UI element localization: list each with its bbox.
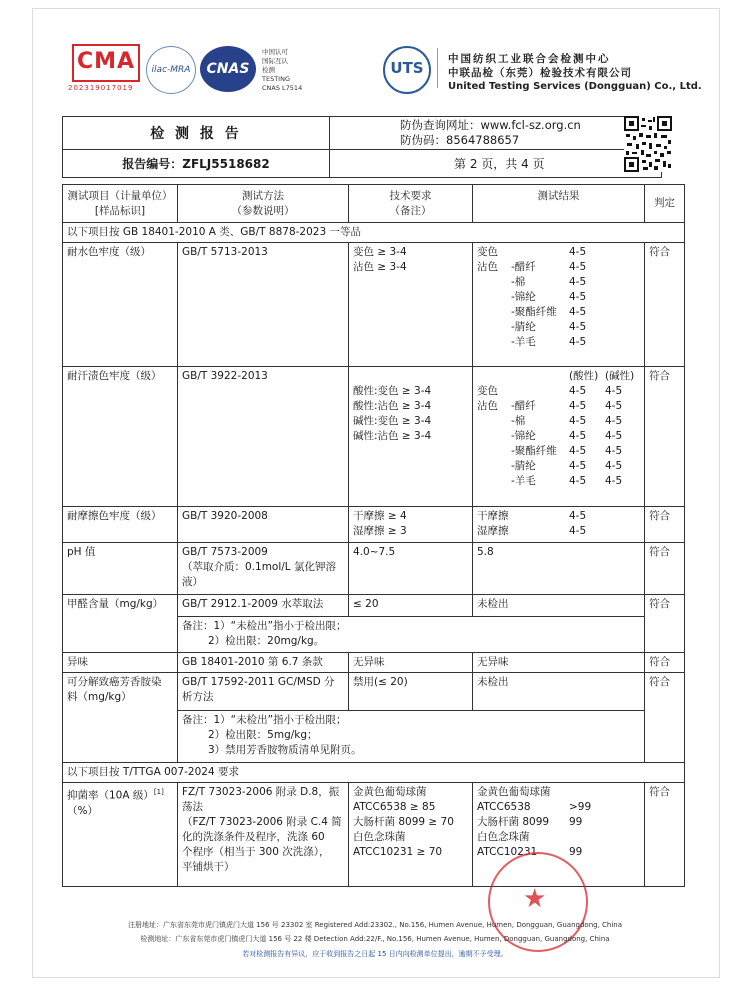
test-results-table (62, 184, 685, 887)
table-row: pH 值 GB/T 7573-2009 （萃取介质：0.1mol/L 氯化钾溶 液） 4.0~7.5 5.8 符合 (63, 543, 685, 595)
note-row: 备注：1）“未检出”指小于检出限； 2）检出限：5mg/kg； 3）禁用芳香胺物质清单见附页。 (63, 711, 685, 763)
footer-disclaimer: 若对检测报告有异议，应于收到报告之日起 15 日内向检测单位提出，逾期不予受理。 (242, 950, 508, 958)
ilac-mra-logo: ilac-MRA (146, 46, 196, 94)
header-result: 测试结果 (473, 185, 645, 223)
judgement: 符合 (645, 507, 685, 543)
seal-star-icon: ★ (523, 884, 547, 914)
judgement: 符合 (645, 543, 685, 595)
table-row: 可分解致癌芳香胺染 料（mg/kg） GB/T 17592-2011 GC/MSD 分 析方法 禁用(≤ 20) 未检出 符合 (63, 673, 685, 711)
judgement: 符合 (645, 595, 685, 653)
header-judgement: 判定 (645, 185, 685, 223)
judgement: 符合 (645, 367, 685, 507)
qr-code (624, 116, 672, 172)
uts-logo: UTS (383, 46, 431, 94)
verify-url: 防伪查询网址：www.fcl-sz.org.cn (400, 118, 581, 133)
rubbing-results: 干摩擦 4-5 湿摩擦 4-5 (477, 510, 587, 537)
judgement: 符合 (645, 673, 685, 763)
accreditation-logos (68, 44, 312, 94)
cma-number: 202319017019 (68, 84, 134, 92)
antibacterial-results: 金黄色葡萄球菌 ATCC6538 >99 大肠杆菌 8099 99 白色念珠菌 ATCC10231 99 (477, 786, 592, 858)
divider (437, 48, 438, 88)
report-header-table (62, 116, 662, 178)
note-row: 备注：1）“未检出”指小于检出限； 2）检出限：20mg/kg。 (63, 617, 685, 653)
verify-info (330, 117, 662, 150)
report-number: 报告编号：ZFLJ5518682 (63, 150, 330, 178)
header-method: 测试方法 （参数说明） (178, 185, 349, 223)
table-row: 抑菌率（10A 级）[1] （%） FZ/T 73023-2006 附录 D.8，振 荡法 （FZ/T 73023-2006 附录 C.4 简 化的洗涤条件及程序，洗涤 60 个程序（相当于 300 次洗涤）， 平铺烘干） 金黄色葡萄球菌 ATCC6538 ≥ 85 大肠杆菌 8099 ≥ 70 白色念珠菌 ATCC10231 ≥ 70 金黄色葡萄球菌 ATCC6538 >99 大肠杆菌 8099 99 白色念珠菌 ATCC10231 99 符合 (63, 783, 685, 887)
organization-name: 中国纺织工业联合会检测中心 中联品检（东莞）检验技术有限公司 United Testing Services (Dongguan) Co., Ltd. (448, 53, 702, 92)
perspiration-results: (酸性) (碱性) 变色 4-5 4-5 沾色 -醋纤 4-5 4-5 -棉 4-5 4-5 -锦纶 4-5 4-5 -聚酯纤维 4-5 4-5 -腈纶 4-5 4-5 -羊毛 4-5 4-5 (477, 370, 635, 487)
judgement: 符合 (645, 243, 685, 367)
verify-code: 防伪码：8564788657 (400, 133, 520, 148)
water-results: 变色 4-5 沾色 -醋纤 4-5 -棉 4-5 -锦纶 4-5 -聚酯纤维 4-5 -腈纶 4-5 -羊毛 4-5 (477, 246, 587, 348)
cnas-logo: CNAS (200, 46, 256, 92)
cma-logo: CMA (72, 44, 140, 82)
section-row: 以下项目按 T/TTGA 007-2024 要求 (63, 763, 685, 783)
header-requirement: 技术要求 （备注） (349, 185, 473, 223)
report-title: 检 测 报 告 (63, 117, 330, 150)
footer-detection-address: 检测地址：广东省东莞市虎门镇虎门大道 156 号 22 楼 Detection Add:22/F., No.156, Humen Avenue, Humen, Dongguan, Guangdong, China (140, 935, 610, 943)
footer-registered-address: 注册地址：广东省东莞市虎门镇虎门大道 156 号 23302 室 Registered Add:23302., No.156, Humen Avenue, Humen, Dongguan, Guangdong, China (127, 921, 623, 929)
table-row: 耐摩擦色牢度（级） GB/T 3920-2008 干摩擦 ≥ 4 湿摩擦 ≥ 3 干摩擦 4-5 湿摩擦 4-5 符合 (63, 507, 685, 543)
table-row: 甲醛含量（mg/kg） GB/T 2912.1-2009 水萃取法 ≤ 20 未检出 符合 (63, 595, 685, 617)
table-row: 耐汗渍色牢度（级） GB/T 3922-2013 酸性:变色 ≥ 3-4 酸性:沾色 ≥ 3-4 碱性:变色 ≥ 3-4 碱性:沾色 ≥ 3-4 (酸性) (碱性) 变色 4-5 4-5 沾色 -醋纤 4-5 4-5 -棉 4-5 4-5 -锦纶 4-5 4-5 -聚酯纤维 4-5 4-5 -腈纶 4-5 4-5 -羊毛 4-5 4-5 符合 (63, 367, 685, 507)
table-row: 耐水色牢度（级） GB/T 5713-2013 变色 ≥ 3-4 沾色 ≥ 3-4 变色 4-5 沾色 -醋纤 4-5 -棉 4-5 -锦纶 4-5 -聚酯纤维 4-5 -腈纶 4-5 -羊毛 4-5 符合 (63, 243, 685, 367)
header-item: 测试项目（计量单位） [样品标识] (63, 185, 178, 223)
judgement: 符合 (645, 783, 685, 887)
judgement: 符合 (645, 653, 685, 673)
cnas-text: 中国认可 国际互认 检测 TESTING CNAS L7514 (262, 48, 303, 92)
section-row: 以下项目按 GB 18401-2010 A 类、GB/T 8878-2023 一等品 (63, 223, 685, 243)
page-info: 第 2 页，共 4 页 (330, 150, 662, 178)
table-header-row (63, 185, 685, 223)
table-row: 异味 GB 18401-2010 第 6.7 条款 无异味 无异味 符合 (63, 653, 685, 673)
